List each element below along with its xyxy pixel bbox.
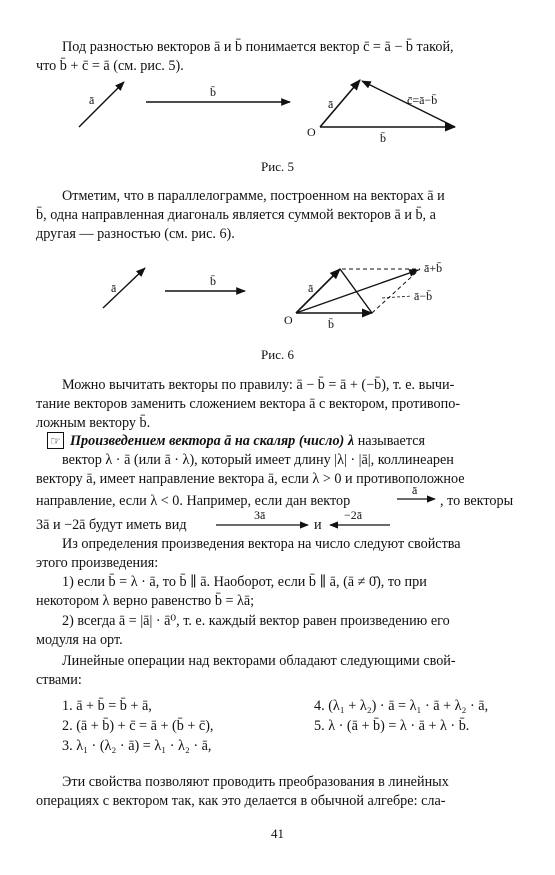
property-1-line2: некотором λ верно равенство b̄ = λā; <box>36 593 255 609</box>
paragraph-parallelogram-line1: Отметим, что в параллелограмме, построенном на векторах ā и <box>62 188 445 204</box>
paragraph-subtraction-line3: ложным вектору b̄. <box>36 415 151 431</box>
linear-property-2: 2. (ā + b̄) + c̄ = ā + (b̄ + c̄), <box>62 718 214 734</box>
paragraph-scalar-line2: вектор λ · ā (или ā · λ), который имеет длину |λ| · |ā|, коллинеарен <box>62 452 454 468</box>
fig6-label-a: ā <box>111 281 117 295</box>
fig5-triangle-label-c: c̄=ā−b̄ <box>407 93 438 107</box>
example-tail: , то векторы <box>440 493 514 509</box>
fig5-label-b: b̄ <box>210 85 216 99</box>
definition-term: Произведением вектора ā на скаляр (число) λ <box>70 433 355 449</box>
paragraph-subtraction-line1: Можно вычитать векторы по правилу: ā − b̄ = ā + (−b̄), т. е. вычи- <box>62 377 455 393</box>
paragraph-scalar-line3: вектору ā, имеет направление вектора ā, если λ > 0 и противоположное <box>36 471 465 487</box>
fig6-dashed-right <box>372 269 420 313</box>
fig5-label-origin: O <box>307 125 316 139</box>
fig6-label-origin: O <box>284 313 293 327</box>
example-label-a: ā <box>412 483 418 497</box>
fig6-vector-a <box>103 268 145 308</box>
fig5-triangle-label-b: b̄ <box>380 131 386 145</box>
paragraph-parallelogram-line3: другая — разностью (см. рис. 6). <box>36 226 235 242</box>
example-label-minus2a: −2ā <box>344 508 363 522</box>
paragraph-properties-intro-line1: Из определения произведения вектора на число следуют свойства <box>62 536 461 552</box>
fig6-label-diff: ā−b̄ <box>414 289 433 303</box>
definition-tail: называется <box>357 433 426 449</box>
property-2-line2: модуля на орт. <box>36 632 123 648</box>
fig5-triangle-label-a: ā <box>328 97 334 111</box>
fig6-label-b: b̄ <box>210 274 216 288</box>
property-1-line1: 1) если b̄ = λ · ā, то b̄ ∥ ā. Наоборот, если b̄ ∥ ā, (ā ≠ 0̄), то при <box>62 574 427 590</box>
property-2-line1: 2) всегда ā = |ā| · ā⁰, т. е. каждый вектор равен произведению его <box>62 613 450 629</box>
page-number: 41 <box>271 826 284 841</box>
fig6-side-a <box>296 269 340 313</box>
paragraph-subtraction-line2: тание векторов заменить сложением вектора ā с вектором, противопо- <box>36 396 461 412</box>
fig6-side-label-a: ā <box>308 281 314 295</box>
fig6-diff-leader <box>382 296 412 298</box>
paragraph-scalar-line1 <box>70 432 522 451</box>
fig6-label-sum: ā+b̄ <box>424 261 443 275</box>
example-line-3a: 3ā и −2ā будут иметь вид <box>36 517 187 533</box>
fig6-side-label-b: b̄ <box>328 317 334 331</box>
example-text: направление, если λ < 0. Например, если дан вектор <box>36 493 351 509</box>
pointing-hand-icon: ☞ <box>47 432 64 449</box>
paragraph-linear-ops-line2: ствами: <box>36 672 82 688</box>
fig5-triangle-a <box>320 80 360 127</box>
paragraph-algebra-line2: операциях с вектором так, как это делается в обычной алгебре: сла- <box>36 793 446 809</box>
fig6-diagonal-diff <box>340 269 372 313</box>
paragraph-parallelogram-line2: b̄, одна направленная диагональ является суммой векторов ā и b̄, а <box>36 207 436 223</box>
example-vector-minus2a <box>326 508 396 530</box>
fig5-vector-a <box>79 82 124 127</box>
example-label-3a: 3ā <box>254 508 266 522</box>
example-and: и <box>314 517 322 533</box>
linear-property-4: 4. (λ₁ + λ₂) · ā = λ₁ · ā + λ₂ · ā, <box>314 698 489 714</box>
example-vector-3a <box>214 508 314 530</box>
linear-property-5: 5. λ · (ā + b̄) = λ · ā + λ · b̄. <box>314 718 470 734</box>
fig5-caption: Рис. 5 <box>261 159 294 174</box>
linear-property-3: 3. λ₁ · (λ₂ · ā) = λ₁ · λ₂ · ā, <box>62 738 212 754</box>
linear-property-1: 1. ā + b̄ = b̄ + ā, <box>62 698 152 714</box>
paragraph-difference-line1: Под разностью векторов ā и b̄ понимается вектор c̄ = ā − b̄ такой, <box>62 39 454 55</box>
fig5-label-a: ā <box>89 93 95 107</box>
figure-6 <box>0 258 555 338</box>
paragraph-algebra-line1: Эти свойства позволяют проводить преобразования в линейных <box>62 774 449 790</box>
paragraph-difference-line2: что b̄ + c̄ = ā (см. рис. 5). <box>36 58 184 74</box>
paragraph-properties-intro-line2: этого произведения: <box>36 555 159 571</box>
fig6-caption: Рис. 6 <box>261 347 294 362</box>
paragraph-linear-ops-line1: Линейные операции над векторами обладают следующими свой- <box>62 653 456 669</box>
